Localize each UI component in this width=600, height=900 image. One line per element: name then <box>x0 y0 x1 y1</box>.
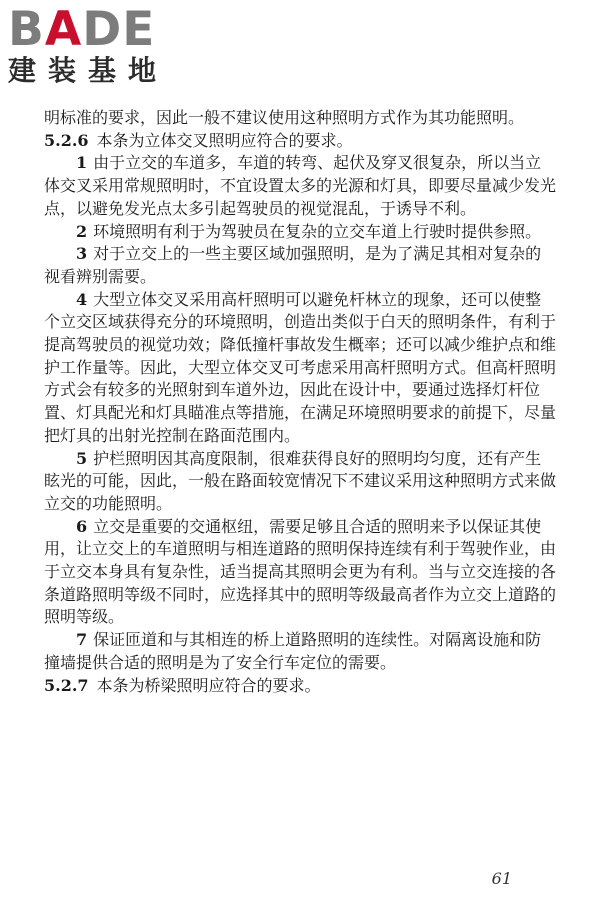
section-5-2-7 <box>44 675 556 698</box>
list-item <box>44 243 556 288</box>
item-number: 7 <box>76 630 88 650</box>
item-number: 1 <box>76 153 88 173</box>
list-item <box>44 221 556 244</box>
item-text: 保证匝道和与其相连的桥上道路照明的连续性。对隔离设施和防撞墙提供合适的照明是为了安全行车定位的需要。 <box>44 630 542 672</box>
logo-red-letter: A <box>44 2 83 57</box>
section-text: 本条为桥梁照明应符合的要求。 <box>96 675 321 695</box>
logo-subtitle: 建装基地 <box>8 54 169 87</box>
bade-logo <box>8 2 180 87</box>
section-number: 5.2.7 <box>44 675 89 695</box>
logo-wordmark: BADE <box>8 2 156 57</box>
list-item <box>44 289 556 448</box>
list-item <box>44 516 556 630</box>
item-number: 2 <box>76 221 88 241</box>
section-number: 5.2.6 <box>44 130 89 150</box>
section-5-2-6 <box>44 130 556 153</box>
section-text: 本条为立体交叉照明应符合的要求。 <box>96 130 353 150</box>
item-text: 立交是重要的交通枢纽，需要足够且合适的照明来予以保证其使用，让立交上的车道照明与相连道路的照明保持连续有利于驾驶作业，由于立交本身具有复杂性，适当提高其照明会更为有利。当与立交连接的各条道路照明等级不同时，应选择其中的照明等级最高者作为立交上道路的照明等级。 <box>44 516 557 627</box>
list-item <box>44 152 556 220</box>
item-text: 由于立交的车道多，车道的转弯、起伏及穿叉很复杂，所以当立体交叉采用常规照明时，不宜设置太多的光源和灯具，即要尽量减少发光点，以避免发光点太多引起驾驶员的视觉混乱，于诱导不利。 <box>44 153 557 218</box>
item-number: 5 <box>76 448 88 468</box>
document-body <box>44 107 556 697</box>
continuation-paragraph: 明标准的要求，因此一般不建议使用这种照明方式作为其功能照明。 <box>44 108 525 127</box>
page-number: 61 <box>491 869 512 888</box>
item-number: 3 <box>76 244 88 264</box>
item-text: 护栏照明因其高度限制，很难获得良好的照明均匀度，还有产生眩光的可能，因此，一般在路面较宽情况下不建议采用这种照明方式来做立交的功能照明。 <box>44 448 557 513</box>
list-item <box>44 448 556 516</box>
item-text: 大型立体交叉采用高杆照明可以避免杆林立的现象，还可以使整个立交区域获得充分的环境照明，创造出类似于白天的照明条件，有利于提高驾驶员的视觉功效；降低撞杆事故发生概率；还可以减少维护点和维护工作量等。因此，大型立体交叉可考虑采用高杆照明方式。但高杆照明方式会有较多的光照射到车道外边，因此在设计中，要通过选择灯杆位置、灯具配光和灯具瞄准点等措施，在满足环境照明要求的前提下，尽量把灯具的出射光控制在路面范围内。 <box>44 289 557 445</box>
item-text: 环境照明有利于为驾驶员在复杂的立交车道上行驶时提供参照。 <box>93 221 542 241</box>
list-item <box>44 629 556 674</box>
item-number: 6 <box>76 516 88 536</box>
item-text: 对于立交上的一些主要区域加强照明，是为了满足其相对复杂的视看辨别需要。 <box>44 244 542 286</box>
item-number: 4 <box>76 289 88 309</box>
